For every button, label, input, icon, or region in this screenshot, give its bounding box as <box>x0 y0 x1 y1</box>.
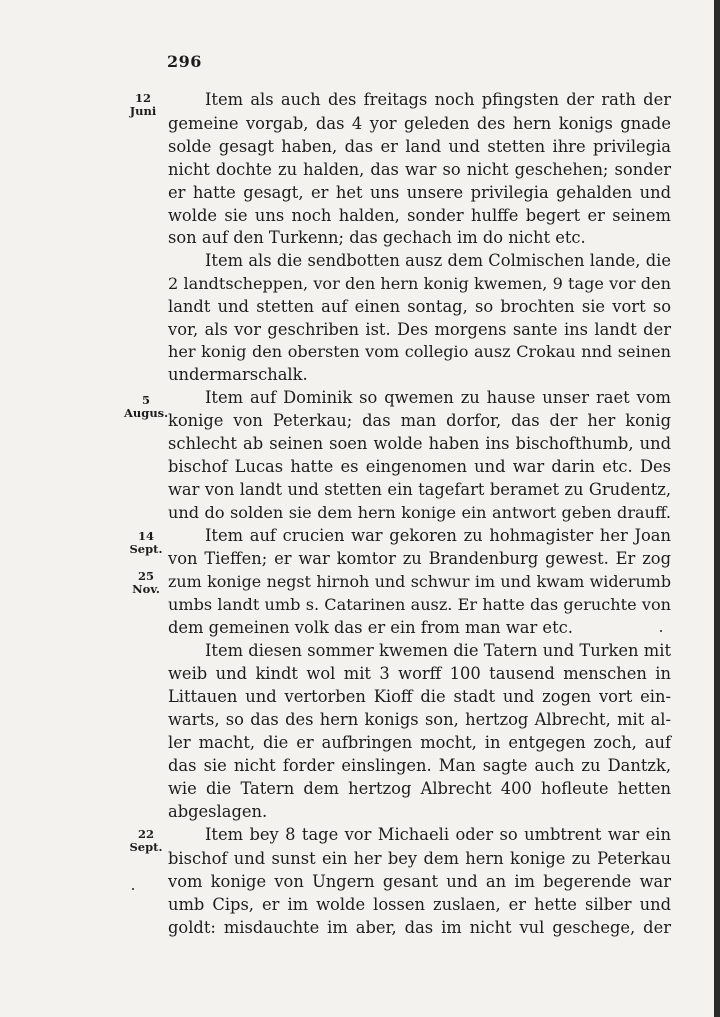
margin-note-month: Nov. <box>132 582 160 596</box>
text-line: her konig den obersten vom collegio ausz Crokau nnd seinen <box>168 342 671 361</box>
text-line: ler macht, die er aufbringen mocht, in entgegen zoch, auf <box>168 733 671 752</box>
page-edge <box>714 0 720 1017</box>
text-line: gemeine vorgab, das 4 yor geleden des hern konigs gnade <box>168 114 671 133</box>
margin-note-date <box>128 92 158 118</box>
text-line: umb Cips, er im wolde lossen zuslaen, er hette silber und <box>168 895 671 914</box>
text-line: undermarschalk. <box>168 365 308 384</box>
text-line: und do solden sie dem hern konige ein antwort geben drauff. <box>168 503 671 522</box>
margin-note-month: Sept. <box>129 840 163 854</box>
margin-note-day: 25 <box>137 569 154 583</box>
text-line: zum konige negst hirnoh und schwur im und kwam widerumb <box>168 572 671 591</box>
text-line: vom konige von Ungern gesant und an im begerende war <box>168 872 671 891</box>
text-line: abgeslagen. <box>168 802 268 821</box>
margin-note-day: 12 <box>134 91 151 105</box>
ink-speck <box>132 888 134 890</box>
text-line: weib und kindt wol mit 3 worff 100 tausend menschen in <box>168 664 671 683</box>
text-line: Item bey 8 tage vor Michaeli oder so umbtrent war ein <box>205 825 671 844</box>
ink-speck <box>660 630 662 632</box>
text-line: son auf den Turkenn; das gechach im do nicht etc. <box>168 228 586 247</box>
text-line: Littauen und vertorben Kioff die stadt und zogen vort ein- <box>168 687 671 706</box>
text-line: schlecht ab seinen soen wolde haben ins bischofthumb, und <box>168 434 671 453</box>
margin-note-date <box>128 828 164 854</box>
text-line: er hatte gesagt, er het uns unsere privilegia gehalden und <box>168 183 671 202</box>
text-line: das sie nicht forder einslingen. Man sagte auch zu Dantzk, <box>168 756 671 775</box>
text-line: bischof Lucas hatte es eingenomen und war darin etc. Des <box>168 457 671 476</box>
margin-note-month: Juni <box>129 104 157 118</box>
margin-note-date <box>124 394 168 420</box>
text-line: Item auf crucien war gekoren zu hohmagister her Joan <box>205 526 671 545</box>
text-line: vor, als vor geschriben ist. Des morgens sante ins landt der <box>168 320 671 339</box>
text-line: 2 landtscheppen, vor den hern konig kwemen, 9 tage vor den <box>168 274 671 293</box>
text-line: Item diesen sommer kwemen die Tatern und Turken mit <box>205 641 671 660</box>
margin-note-date <box>128 530 164 556</box>
text-line: nicht dochte zu halden, das war so nicht geschehen; sonder <box>168 160 671 179</box>
text-line: von Tieffen; er war komtor zu Brandenburg gewest. Er zog <box>168 549 671 568</box>
margin-note-day: 14 <box>137 529 154 543</box>
text-line: wie die Tatern dem hertzog Albrecht 400 hofleute hetten <box>168 779 671 798</box>
text-line: war von landt und stetten ein tagefart beramet zu Grudentz, <box>168 480 671 499</box>
page-number: 296 <box>167 52 202 71</box>
text-line: Item als die sendbotten ausz dem Colmischen lande, die <box>205 251 671 270</box>
text-line: landt und stetten auf einen sontag, so brochten sie vort so <box>168 297 671 316</box>
margin-note-day: 5 <box>141 393 150 407</box>
text-line: dem gemeinen volk das er ein from man war etc. <box>168 618 573 637</box>
text-line: warts, so das des hern konigs son, hertzog Albrecht, mit al- <box>168 710 671 729</box>
text-line: wolde sie uns noch halden, sonder hulffe begert er seinem <box>168 206 671 225</box>
text-line: goldt: misdauchte im aber, das im nicht vul geschege, der <box>168 918 671 937</box>
text-line: konige von Peterkau; das man dorfor, das der her konig <box>168 411 671 430</box>
margin-note-month: Augus. <box>124 406 169 420</box>
text-line: Item als auch des freitags noch pfingsten der rath der <box>205 90 671 109</box>
text-line: umbs landt umb s. Catarinen ausz. Er hatte das geruchte von <box>168 595 671 614</box>
margin-note-month: Sept. <box>129 542 163 556</box>
text-line: bischof und sunst ein her bey dem hern konige zu Peterkau <box>168 849 671 868</box>
margin-note-date <box>130 570 162 596</box>
margin-note-day: 22 <box>137 827 154 841</box>
text-line: solde gesagt haben, das er land und stetten ihre privilegia <box>168 137 671 156</box>
text-line: Item auf Dominik so qwemen zu hause unser raet vom <box>205 388 671 407</box>
